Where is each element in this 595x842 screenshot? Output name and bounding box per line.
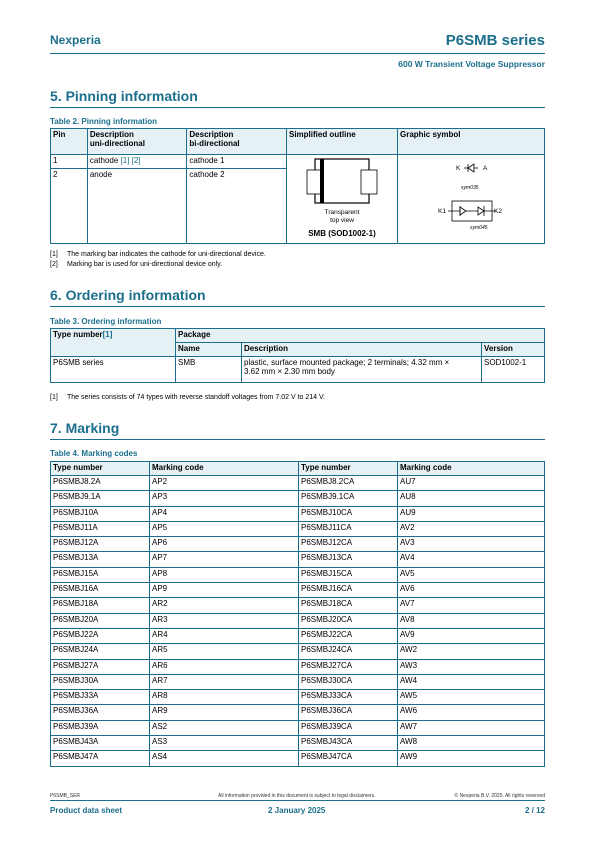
type-number-cell: P6SMBJ24CA xyxy=(299,644,398,659)
type-number-cell: P6SMBJ16CA xyxy=(299,583,398,598)
table-row xyxy=(51,567,545,582)
table-row xyxy=(51,552,545,567)
marking-code-cell: AP6 xyxy=(150,537,299,552)
table-row xyxy=(51,644,545,659)
footnote xyxy=(50,261,222,268)
type-number-cell: P6SMBJ11CA xyxy=(299,521,398,536)
footnote-number: [2] xyxy=(50,261,58,268)
type-number-cell: P6SMBJ8.2A xyxy=(51,476,150,491)
marking-code-cell: AU9 xyxy=(398,506,545,521)
marking-code-cell: AV9 xyxy=(398,628,545,643)
table-row xyxy=(51,705,545,720)
order-description xyxy=(242,357,482,383)
marking-code-cell: AP7 xyxy=(150,552,299,567)
sym2-k2-label: K2 xyxy=(494,208,502,215)
header-package: Package xyxy=(176,329,545,343)
header-name: Name xyxy=(176,343,242,357)
smb-outline-drawing xyxy=(287,155,397,241)
pin-desc-bi: cathode 1 xyxy=(187,155,287,169)
pin-desc-bi: cathode 2 xyxy=(187,169,287,244)
table-row xyxy=(51,628,545,643)
table-row xyxy=(51,598,545,613)
table-caption-pinning: Table 2. Pinning information xyxy=(50,117,157,126)
header-type-number-text: Type number xyxy=(53,330,103,339)
type-number-cell: P6SMBJ24A xyxy=(51,644,150,659)
header-desc-bi-line1: Description xyxy=(189,130,234,139)
table-row xyxy=(51,155,545,169)
marking-code-cell: AP5 xyxy=(150,521,299,536)
marking-code-cell: AP4 xyxy=(150,506,299,521)
marking-code-cell: AR3 xyxy=(150,613,299,628)
marking-code-cell: AW2 xyxy=(398,644,545,659)
header-pin: Pin xyxy=(51,129,88,155)
footer-doc-id: P6SMB_SER xyxy=(50,793,81,799)
marking-table xyxy=(50,461,545,767)
brand-name: Nexperia xyxy=(50,33,101,47)
table-row xyxy=(51,506,545,521)
type-number-cell: P6SMBJ47CA xyxy=(299,751,398,766)
header-version: Version xyxy=(482,343,545,357)
marking-code-cell: AW3 xyxy=(398,659,545,674)
marking-code-cell: AP9 xyxy=(150,583,299,598)
type-number-cell: P6SMBJ9.1CA xyxy=(299,491,398,506)
type-number-cell: P6SMBJ43A xyxy=(51,736,150,751)
type-number-cell: P6SMBJ12A xyxy=(51,537,150,552)
footer-date: 2 January 2025 xyxy=(268,806,326,815)
note-ref-1[interactable]: [1] xyxy=(120,156,130,165)
table-row xyxy=(51,476,545,491)
marking-code-cell: AU8 xyxy=(398,491,545,506)
outline-cell xyxy=(286,155,397,244)
order-type: P6SMB series xyxy=(51,357,176,383)
note-ref-2[interactable]: [2] xyxy=(131,156,141,165)
type-number-cell: P6SMBJ18A xyxy=(51,598,150,613)
section-ordering-title: 6. Ordering information xyxy=(50,287,206,303)
graphic-symbol-drawing xyxy=(398,155,544,241)
header-outline: Simplified outline xyxy=(286,129,397,155)
type-number-cell: P6SMBJ30A xyxy=(51,674,150,689)
marking-code-cell: AP2 xyxy=(150,476,299,491)
sym1-a-label: A xyxy=(483,165,488,172)
table-row xyxy=(51,720,545,735)
order-description-line2: 3.62 mm × 2.30 mm body xyxy=(244,367,335,376)
pin-number: 2 xyxy=(51,169,88,244)
header-type-number: Type number xyxy=(51,462,150,476)
marking-code-cell: AR7 xyxy=(150,674,299,689)
footer-doc-type: Product data sheet xyxy=(50,806,123,815)
marking-code-cell: AV8 xyxy=(398,613,545,628)
pin-number: 1 xyxy=(51,155,88,169)
section-divider xyxy=(50,107,545,108)
table-row xyxy=(51,491,545,506)
marking-code-cell: AV5 xyxy=(398,567,545,582)
type-number-cell: P6SMBJ27CA xyxy=(299,659,398,674)
table-row xyxy=(51,537,545,552)
order-description-line1: plastic, surface mounted package; 2 terminals; 4.32 mm × xyxy=(244,358,450,367)
footer-page-number: 2 / 12 xyxy=(524,806,545,815)
table-row xyxy=(51,521,545,536)
marking-code-cell: AR9 xyxy=(150,705,299,720)
marking-code-cell: AR8 xyxy=(150,690,299,705)
sym1-k-label: K xyxy=(456,165,461,172)
header-desc-uni xyxy=(87,129,187,155)
outline-package-name: SMB (SOD1002-1) xyxy=(308,229,376,238)
header-divider xyxy=(50,53,545,54)
type-number-cell: P6SMBJ30CA xyxy=(299,674,398,689)
marking-code-cell: AW5 xyxy=(398,690,545,705)
marking-code-cell: AV7 xyxy=(398,598,545,613)
header-marking-code: Marking code xyxy=(150,462,299,476)
footnote xyxy=(50,251,266,258)
footnote-text: The marking bar indicates the cathode for uni-directional device. xyxy=(67,251,266,258)
section-divider xyxy=(50,306,545,307)
type-number-cell: P6SMBJ27A xyxy=(51,659,150,674)
type-number-cell: P6SMBJ10A xyxy=(51,506,150,521)
type-number-cell: P6SMBJ10CA xyxy=(299,506,398,521)
marking-code-cell: AS2 xyxy=(150,720,299,735)
table-row xyxy=(51,583,545,598)
marking-code-cell: AW4 xyxy=(398,674,545,689)
order-name: SMB xyxy=(176,357,242,383)
series-title: P6SMB series xyxy=(445,32,545,49)
marking-code-cell: AV6 xyxy=(398,583,545,598)
outline-label-2: top view xyxy=(330,217,354,224)
marking-code-cell: AW8 xyxy=(398,736,545,751)
marking-code-cell: AS4 xyxy=(150,751,299,766)
type-number-cell: P6SMBJ47A xyxy=(51,751,150,766)
footnote-text: Marking bar is used for uni-directional device only. xyxy=(67,261,223,268)
type-number-cell: P6SMBJ22CA xyxy=(299,628,398,643)
marking-table-body xyxy=(51,476,545,767)
table-caption-ordering: Table 3. Ordering information xyxy=(50,317,162,326)
type-number-cell: P6SMBJ18CA xyxy=(299,598,398,613)
sym2-code: sym045 xyxy=(470,225,488,231)
marking-code-cell: AW6 xyxy=(398,705,545,720)
type-number-cell: P6SMBJ13CA xyxy=(299,552,398,567)
table-row xyxy=(51,674,545,689)
header-marking-code: Marking code xyxy=(398,462,545,476)
header-description: Description xyxy=(242,343,482,357)
footer-disclaimer: All information provided in this document is subject to legal disclaimers. xyxy=(218,793,376,799)
type-number-cell: P6SMBJ22A xyxy=(51,628,150,643)
table-row xyxy=(51,613,545,628)
type-number-cell: P6SMBJ33CA xyxy=(299,690,398,705)
type-number-cell: P6SMBJ43CA xyxy=(299,736,398,751)
type-number-cell: P6SMBJ15A xyxy=(51,567,150,582)
section-pinning-title: 5. Pinning information xyxy=(50,88,198,104)
type-number-cell: P6SMBJ39A xyxy=(51,720,150,735)
type-number-cell: P6SMBJ11A xyxy=(51,521,150,536)
marking-code-cell: AU7 xyxy=(398,476,545,491)
header-symbol: Graphic symbol xyxy=(398,129,545,155)
marking-code-cell: AV2 xyxy=(398,521,545,536)
section-marking-title: 7. Marking xyxy=(50,420,120,436)
header-desc-uni-line2: uni-directional xyxy=(89,139,145,148)
marking-code-cell: AW7 xyxy=(398,720,545,735)
note-ref-1[interactable]: [1] xyxy=(102,330,113,339)
marking-code-cell: AV4 xyxy=(398,552,545,567)
table-row xyxy=(51,751,545,766)
type-number-cell: P6SMBJ15CA xyxy=(299,567,398,582)
type-number-cell: P6SMBJ12CA xyxy=(299,537,398,552)
type-number-cell: P6SMBJ20CA xyxy=(299,613,398,628)
type-number-cell: P6SMBJ16A xyxy=(51,583,150,598)
table-row xyxy=(51,736,545,751)
marking-code-cell: AR4 xyxy=(150,628,299,643)
header-desc-uni-line1: Description xyxy=(89,130,134,139)
order-version: SOD1002-1 xyxy=(482,357,545,383)
pinning-table xyxy=(50,128,545,244)
table-row xyxy=(51,659,545,674)
marking-code-cell: AR6 xyxy=(150,659,299,674)
table-caption-marking: Table 4. Marking codes xyxy=(50,449,138,458)
marking-code-cell: AP3 xyxy=(150,491,299,506)
footer-copyright: © Nexperia B.V. 2025. All rights reserved xyxy=(454,793,545,799)
header-desc-bi xyxy=(187,129,287,155)
footnote xyxy=(50,394,325,401)
type-number-cell: P6SMBJ33A xyxy=(51,690,150,705)
type-number-cell: P6SMBJ20A xyxy=(51,613,150,628)
symbol-cell xyxy=(398,155,545,244)
marking-code-cell: AS3 xyxy=(150,736,299,751)
ordering-table xyxy=(50,328,545,383)
sym2-k1-label: K1 xyxy=(438,208,446,215)
header-type-number: Type number xyxy=(299,462,398,476)
table-row xyxy=(51,690,545,705)
marking-code-cell: AV3 xyxy=(398,537,545,552)
type-number-cell: P6SMBJ8.2CA xyxy=(299,476,398,491)
sym1-code: sym035 xyxy=(461,185,479,191)
marking-code-cell: AR5 xyxy=(150,644,299,659)
pin-desc-uni: anode xyxy=(87,169,187,244)
header-desc-bi-line2: bi-directional xyxy=(189,139,240,148)
type-number-cell: P6SMBJ36CA xyxy=(299,705,398,720)
footnote-text: The series consists of 74 types with reverse standoff voltages from 7.02 V to 214 V. xyxy=(67,394,325,401)
header-type-number xyxy=(51,329,176,357)
marking-code-cell: AW9 xyxy=(398,751,545,766)
type-number-cell: P6SMBJ13A xyxy=(51,552,150,567)
marking-code-cell: AR2 xyxy=(150,598,299,613)
pin-desc-uni xyxy=(87,155,187,169)
outline-label-1: Transparent xyxy=(324,209,360,216)
pin-desc-uni-text: cathode xyxy=(89,156,121,165)
type-number-cell: P6SMBJ9.1A xyxy=(51,491,150,506)
footnote-number: [1] xyxy=(50,251,58,258)
footnote-number: [1] xyxy=(50,394,58,401)
section-divider xyxy=(50,439,545,440)
marking-code-cell: AP8 xyxy=(150,567,299,582)
type-number-cell: P6SMBJ36A xyxy=(51,705,150,720)
type-number-cell: P6SMBJ39CA xyxy=(299,720,398,735)
table-row xyxy=(51,357,545,383)
footer-divider xyxy=(50,800,545,801)
document-subtitle: 600 W Transient Voltage Suppressor xyxy=(398,59,545,69)
